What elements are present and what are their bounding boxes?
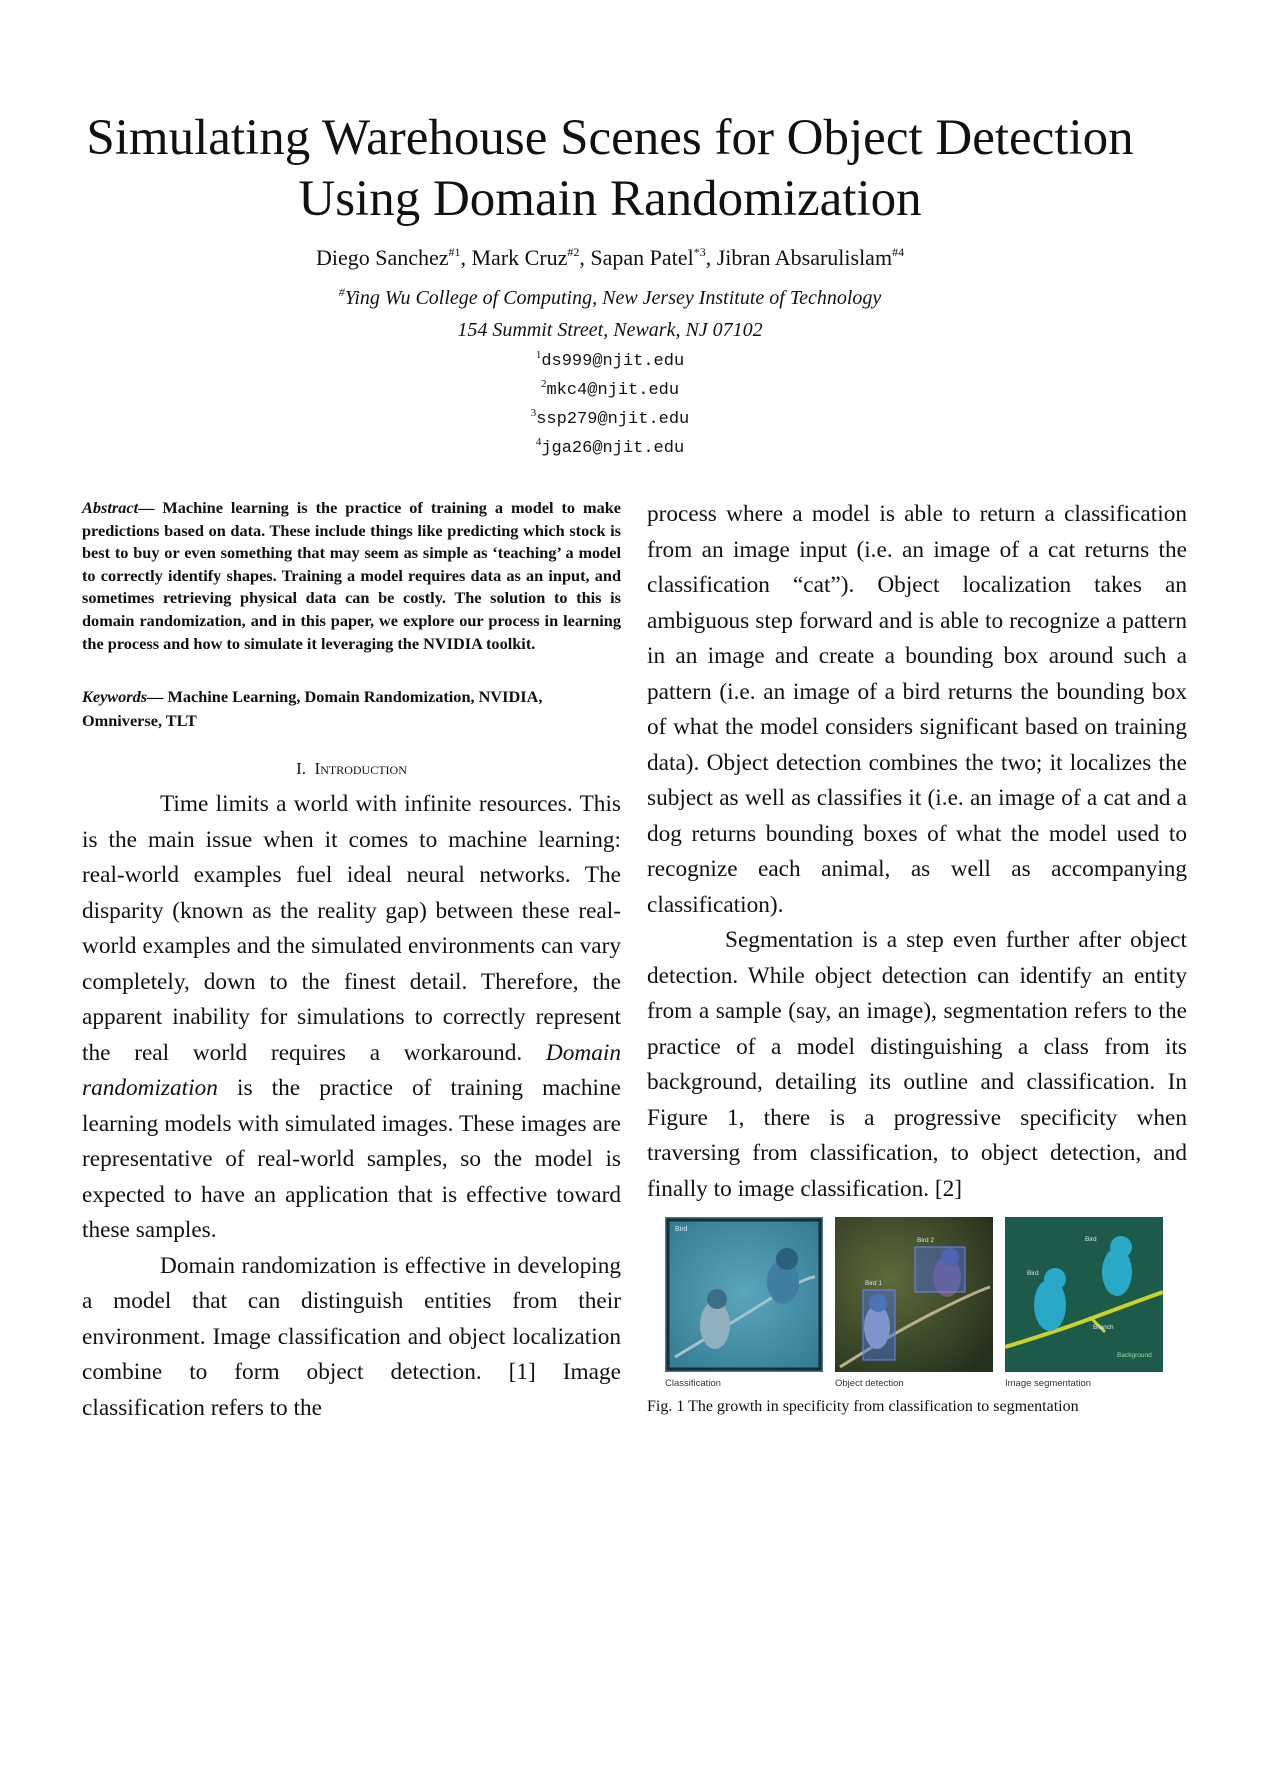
email-line [0, 409, 1220, 431]
right-paragraph-1: process where a model is able to return a classification from an image input (i.e. an image of a cat returns the classification “cat”). Object localization takes an ambiguous step forward and is able to recognize a pattern in an image and create a bounding box around such a pattern (i.e. an image of a bird returns the bounding box of what the model considers significant based on training data). Object detection combines the two; it localizes the subject as well as classifies it (i.e. an image of a cat and a dog returns bounding boxes of what the model used to recognize each animal, as well as accompanying classification). [647, 501, 1187, 918]
author-separator: , [579, 245, 591, 270]
email-address: ds999@njit.edu [541, 352, 685, 371]
segmentation-tag: Bird [1085, 1236, 1097, 1243]
section-title: Introduction [314, 759, 407, 779]
segmentation-tag: Branch [1093, 1324, 1114, 1331]
affiliation-mark: # [338, 285, 345, 299]
object-detection-image [835, 1217, 993, 1372]
intro-p1-emphasis: Domain randomization [82, 1039, 621, 1102]
author-separator: , [460, 245, 472, 270]
classification-tag: Bird [675, 1226, 688, 1233]
email-line [0, 380, 1220, 402]
email-mark: 2 [540, 378, 547, 390]
email-address: jga26@njit.edu [541, 439, 685, 458]
segmentation-tag: Background [1117, 1352, 1152, 1359]
title-line-2: Using Domain Randomization [298, 171, 922, 227]
author-separator: , [705, 245, 717, 270]
image-segmentation-label: Image segmentation [1005, 1378, 1092, 1389]
intro-p1-text: Time limits a world with infinite resources. This is the main issue when it comes to machine learning: real-world examples fuel ideal neural networks. The disparity (known as the reality gap) between these real-world examples and the simulated environments can vary completely, down to the finest detail. Therefore, the apparent inability for simulations to correctly represent the real world requires a workaround. [82, 791, 621, 1066]
figure-1 [647, 1217, 1165, 1417]
author-mark: #4 [892, 245, 905, 259]
abstract-text: — Machine learning is the practice of training a model to make predictions based on data. These include things like predicting which stock is best to buy or even something that may seem as simple as ‘teaching’ a model to correctly identify shapes. Training a model requires data as an input, and sometimes retrieving physical data can be costly. The solution to this is domain randomization, and in this paper, we explore our process in learning the process and how to simulate it leveraging the NVIDIA toolkit. [82, 498, 621, 653]
figure-caption: Fig. 1 The growth in specificity from classification to segmentation [647, 1398, 1079, 1415]
detection-tag: Bird 1 [865, 1280, 882, 1287]
segmentation-image [1005, 1217, 1163, 1372]
classification-image [665, 1217, 823, 1372]
section-number: I. [296, 759, 307, 779]
keywords-lead: Keywords [82, 687, 148, 707]
author-name: Jibran Absarulislam [716, 245, 893, 270]
object-detection-label: Object detection [835, 1378, 904, 1389]
keywords [82, 685, 621, 733]
author-list [0, 244, 1220, 272]
author-name: Sapan Patel [590, 245, 694, 270]
intro-p1-text-end: is the practice of training machine learning models with simulated images. These images are representative of real-world samples, so the model is expected to have an application that is effective toward these samples. [82, 1075, 621, 1244]
email-address: mkc4@njit.edu [546, 381, 680, 400]
keywords-text: — Machine Learning, Domain Randomization, NVIDIA, Omniverse, TLT [82, 687, 543, 731]
author-mark: #2 [567, 245, 580, 259]
email-mark: 1 [535, 349, 542, 361]
author-mark: #1 [448, 245, 461, 259]
email-address: ssp279@njit.edu [536, 410, 690, 429]
right-column [647, 497, 1187, 1417]
figure-panel-image-segmentation [1005, 1217, 1163, 1389]
affiliation-institution [0, 286, 1220, 310]
section-heading [82, 757, 621, 781]
institution-name: Ying Wu College of Computing, New Jersey Institute of Technology [344, 287, 882, 309]
figure-panel-object-detection [835, 1217, 993, 1389]
figure-panel-classification [665, 1217, 823, 1389]
abstract [82, 497, 621, 655]
author-mark: *3 [693, 245, 706, 259]
email-mark: 3 [530, 407, 537, 419]
affiliation-address: 154 Summit Street, Newark, NJ 07102 [457, 319, 763, 341]
segmentation-tag: Bird [1027, 1270, 1039, 1277]
email-mark: 4 [535, 436, 542, 448]
intro-paragraph-2: Domain randomization is effective in developing a model that can distinguish entities from their environment. Image classification and object localization combine to form object detection. [1] Image classification refers to the [82, 1252, 621, 1421]
abstract-lead: Abstract [82, 498, 139, 517]
email-line [0, 351, 1220, 373]
right-paragraph-2: Segmentation is a step even further after object detection. While object detection can identify an entity from a sample (say, an image), segmentation refers to the practice of a model distinguishing a class from its background, detailing its outline and classification. In Figure 1, there is a progressive specificity when traversing from classification, to object detection, and finally to image classification. [2] [647, 927, 1187, 1202]
author-name: Diego Sanchez [315, 245, 449, 270]
detection-tag: Bird 2 [917, 1237, 934, 1244]
intro-paragraph-1 [82, 787, 621, 1249]
paper-title [40, 108, 1180, 230]
email-line [0, 438, 1220, 460]
author-name: Mark Cruz [471, 245, 568, 270]
left-column [82, 497, 621, 1426]
title-line-1: Simulating Warehouse Scenes for Object Detection [86, 110, 1134, 166]
classification-label: Classification [665, 1378, 721, 1389]
